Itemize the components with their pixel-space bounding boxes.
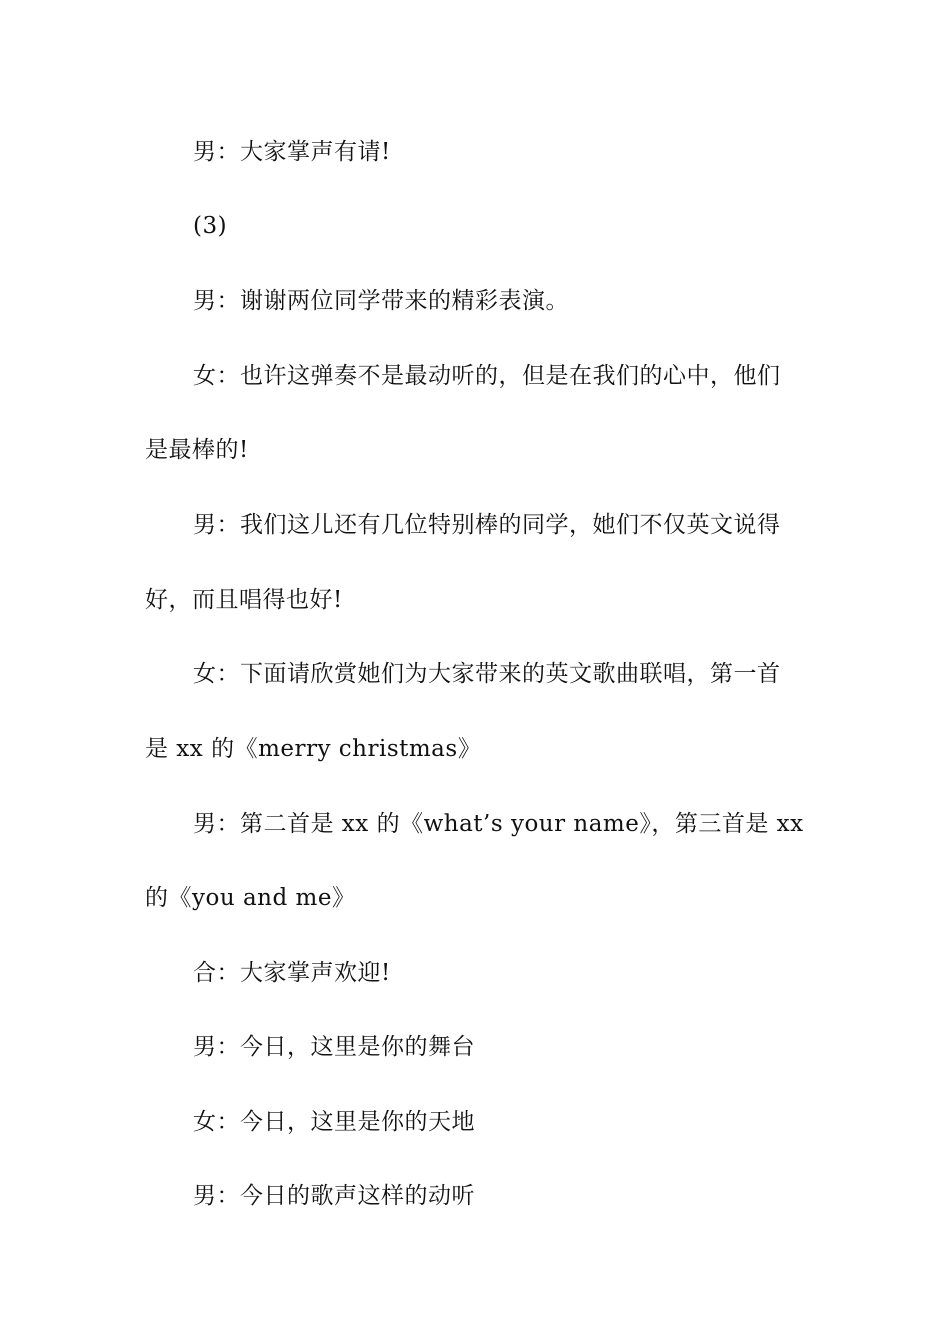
- text-line-12: 合：大家掌声欢迎!: [193, 960, 391, 986]
- text-line-14: 女：今日，这里是你的天地: [193, 1109, 475, 1135]
- text-line-7: 好，而且唱得也好!: [145, 587, 343, 613]
- text-line-15: 男：今日的歌声这样的动听: [193, 1183, 475, 1209]
- text-line-5: 是最棒的!: [145, 437, 249, 463]
- text-line-2: (3): [193, 213, 228, 239]
- text-line-6: 男：我们这儿还有几位特别棒的同学，她们不仅英文说得: [193, 512, 781, 538]
- text-line-8: 女：下面请欣赏她们为大家带来的英文歌曲联唱，第一首: [193, 661, 781, 687]
- text-line-3: 男：谢谢两位同学带来的精彩表演。: [193, 288, 569, 314]
- text-line-4: 女：也许这弹奏不是最动听的，但是在我们的心中，他们: [193, 363, 781, 389]
- text-line-11: 的《you and me》: [145, 885, 356, 911]
- text-line-1: 男：大家掌声有请!: [193, 139, 391, 165]
- text-line-9: 是 xx 的《merry christmas》: [145, 736, 482, 762]
- text-line-13: 男：今日，这里是你的舞台: [193, 1034, 475, 1060]
- text-line-10: 男：第二首是 xx 的《what’s your name》，第三首是 xx: [193, 811, 804, 837]
